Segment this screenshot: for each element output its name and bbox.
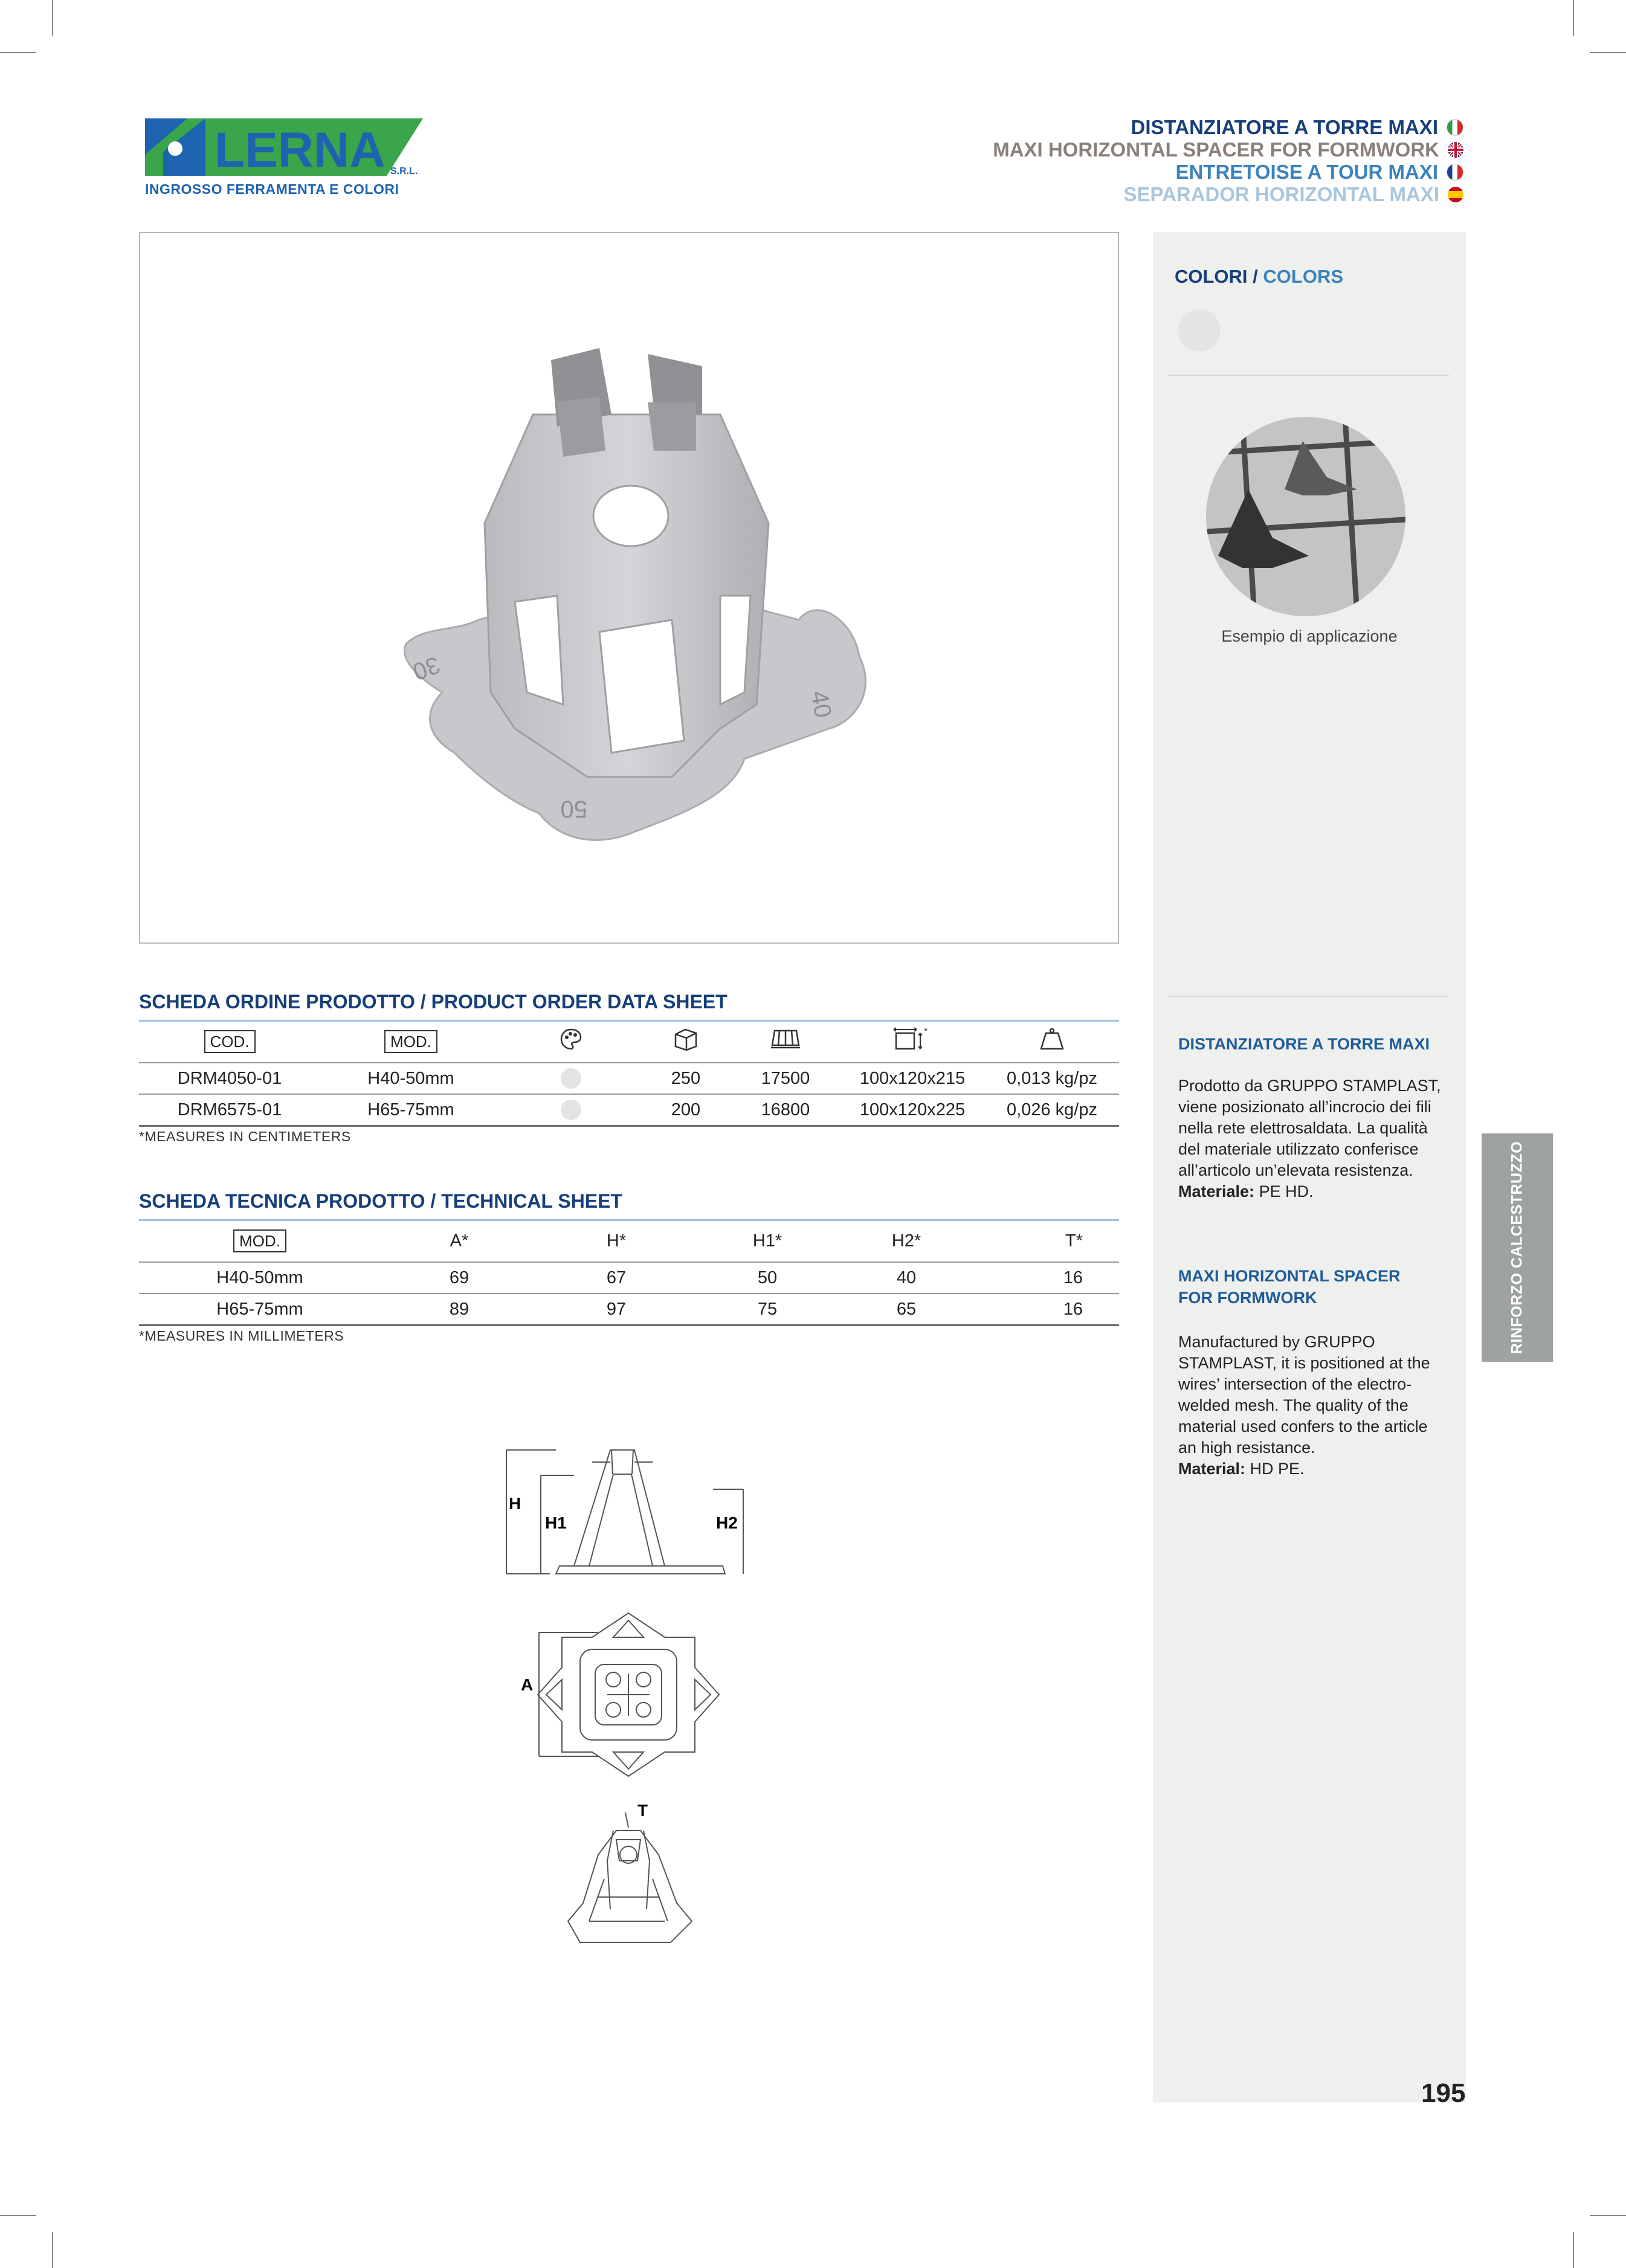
cell-weight: 0,026 kg/pz bbox=[985, 1094, 1119, 1126]
logo-srl: S.R.L. bbox=[390, 166, 418, 176]
col-mod-label: MOD. bbox=[384, 1030, 437, 1053]
table-row bbox=[139, 1063, 1119, 1094]
color-dot bbox=[561, 1068, 581, 1089]
col-h: H* bbox=[538, 1220, 695, 1262]
order-note: *MEASURES IN CENTIMETERS bbox=[139, 1129, 351, 1144]
label-t: T bbox=[637, 1801, 648, 1820]
crop-mark bbox=[0, 52, 36, 53]
mark-40: 40 bbox=[805, 688, 837, 720]
product-image-frame bbox=[139, 232, 1119, 944]
uk-flag-icon bbox=[1448, 142, 1463, 158]
section-side-tab bbox=[1482, 1133, 1553, 1362]
title-en: MAXI HORIZONTAL SPACER FOR FORMWORK bbox=[993, 138, 1439, 161]
cell-pallet: 16800 bbox=[731, 1094, 840, 1126]
perspective-drawing bbox=[568, 1812, 692, 1942]
cell-h2: 40 bbox=[840, 1262, 973, 1293]
cell-dims: 100x120x225 bbox=[840, 1094, 985, 1126]
label-h2: H2 bbox=[716, 1513, 738, 1532]
technical-drawings bbox=[483, 1438, 761, 1951]
title-fr: ENTRETOISE A TOUR MAXI bbox=[1175, 161, 1438, 183]
cell-h1: 50 bbox=[695, 1262, 840, 1293]
cell-dims: 100x120x215 bbox=[840, 1063, 985, 1094]
cell-mod: H40-50mm bbox=[320, 1063, 502, 1094]
cell-h1: 75 bbox=[695, 1293, 840, 1326]
crop-mark bbox=[1573, 0, 1574, 36]
mark-50: 50 bbox=[560, 796, 587, 822]
cell-pcs: 200 bbox=[640, 1094, 731, 1126]
cell-mod: H65-75mm bbox=[139, 1293, 381, 1326]
italy-flag-icon bbox=[1447, 119, 1463, 136]
cell-t: 16 bbox=[973, 1293, 1119, 1326]
top-view-drawing bbox=[538, 1613, 719, 1776]
cell-mod: H40-50mm bbox=[139, 1262, 381, 1293]
col-a: A* bbox=[381, 1220, 538, 1262]
colors-title-en: COLORS bbox=[1257, 266, 1344, 287]
side-tab-label: RINFORZO CALCESTRUZZO bbox=[1508, 1141, 1526, 1355]
material-value-en: HD PE. bbox=[1245, 1460, 1305, 1478]
page-titles bbox=[993, 116, 1463, 205]
crop-mark bbox=[1573, 2232, 1574, 2268]
description-body-it: Prodotto da GRUPPO STAMPLAST, viene posizionato all’incrocio dei fili nella rete elettrosaldata. La qualità del materiale utilizzato conferisce all’articolo un’elevata resistenza. bbox=[1178, 1077, 1441, 1179]
spain-flag-icon bbox=[1448, 187, 1463, 202]
col-t: T* bbox=[973, 1220, 1119, 1262]
color-swatch bbox=[1178, 309, 1221, 352]
col-cod-label: COD. bbox=[204, 1030, 256, 1053]
crop-mark bbox=[0, 2215, 36, 2216]
logo-subtitle: INGROSSO FERRAMENTA E COLORI bbox=[145, 181, 399, 197]
crop-mark bbox=[52, 0, 53, 36]
tech-table bbox=[139, 1220, 1119, 1326]
description-title-en bbox=[1178, 1265, 1401, 1309]
page-number: 195 bbox=[1421, 2078, 1466, 2108]
table-row bbox=[139, 1293, 1119, 1326]
label-a: A bbox=[521, 1675, 534, 1694]
color-dot bbox=[561, 1100, 581, 1120]
cell-cod: DRM4050-01 bbox=[139, 1063, 320, 1094]
cell-h2: 65 bbox=[840, 1293, 973, 1326]
cell-t: 16 bbox=[973, 1262, 1119, 1293]
colors-title-it: COLORI / bbox=[1175, 266, 1258, 287]
description-text-it bbox=[1178, 1075, 1444, 1202]
weight-icon bbox=[1039, 1027, 1065, 1051]
cell-h: 67 bbox=[538, 1262, 695, 1293]
photo-caption: Esempio di applicazione bbox=[1221, 627, 1398, 645]
col-h2: H2* bbox=[840, 1220, 973, 1262]
pallet-icon bbox=[769, 1027, 802, 1051]
color-palette-icon bbox=[559, 1027, 583, 1051]
order-sheet-title: SCHEDA ORDINE PRODOTTO / PRODUCT ORDER DATA SHEET bbox=[139, 991, 728, 1013]
col-h1: H1* bbox=[695, 1220, 840, 1262]
crop-mark bbox=[1590, 52, 1626, 53]
cell-weight: 0,013 kg/pz bbox=[985, 1063, 1119, 1094]
material-label-it: Materiale: bbox=[1178, 1182, 1255, 1200]
material-value-it: PE HD. bbox=[1254, 1182, 1314, 1200]
description-text-en bbox=[1178, 1332, 1444, 1480]
title-it: DISTANZIATORE A TORRE MAXI bbox=[1131, 116, 1438, 138]
cell-a: 89 bbox=[381, 1293, 538, 1326]
divider bbox=[1167, 375, 1449, 376]
order-table bbox=[139, 1021, 1119, 1127]
france-flag-icon bbox=[1447, 164, 1463, 181]
tech-note: *MEASURES IN MILLIMETERS bbox=[139, 1328, 344, 1344]
cell-h: 97 bbox=[538, 1293, 695, 1326]
description-title-it: DISTANZIATORE A TORRE MAXI bbox=[1178, 1035, 1430, 1053]
table-row bbox=[139, 1262, 1119, 1293]
cell-mod: H65-75mm bbox=[320, 1094, 502, 1126]
colors-title bbox=[1175, 266, 1343, 288]
cell-pcs: 250 bbox=[640, 1063, 731, 1094]
label-h1: H1 bbox=[545, 1513, 567, 1532]
tech-table-header bbox=[139, 1220, 1119, 1262]
tech-sheet-title: SCHEDA TECNICA PRODOTTO / TECHNICAL SHEET bbox=[139, 1190, 623, 1212]
cell-pallet: 17500 bbox=[731, 1063, 840, 1094]
description-body-en: Manufactured by GRUPPO STAMPLAST, it is positioned at the wires’ intersection of the electro-welded mesh. The quality of the material used confers to the article an high resistance. bbox=[1178, 1333, 1430, 1457]
cell-cod: DRM6575-01 bbox=[139, 1094, 320, 1126]
side-view-drawing bbox=[506, 1450, 743, 1574]
description-title-en-2: FOR FORMWORK bbox=[1178, 1289, 1317, 1307]
material-label-en: Material: bbox=[1178, 1460, 1246, 1478]
box-icon bbox=[672, 1027, 700, 1051]
logo-text: LERNA bbox=[215, 123, 386, 178]
svg-text:*: * bbox=[924, 1026, 928, 1037]
cell-a: 69 bbox=[381, 1262, 538, 1293]
label-h: H bbox=[509, 1494, 521, 1513]
crop-mark bbox=[52, 2232, 53, 2268]
col-mod-label: MOD. bbox=[233, 1229, 286, 1252]
dimensions-icon bbox=[891, 1026, 934, 1052]
table-row bbox=[139, 1094, 1119, 1126]
description-title-en-1: MAXI HORIZONTAL SPACER bbox=[1178, 1267, 1401, 1285]
order-table-header bbox=[139, 1021, 1119, 1063]
divider bbox=[1167, 996, 1449, 997]
title-es: SEPARADOR HORIZONTAL MAXI bbox=[1123, 183, 1439, 205]
mark-30: 30 bbox=[409, 651, 444, 686]
application-photo bbox=[1206, 417, 1405, 616]
spacer-product-image bbox=[140, 233, 1118, 942]
crop-mark bbox=[1590, 2215, 1626, 2216]
